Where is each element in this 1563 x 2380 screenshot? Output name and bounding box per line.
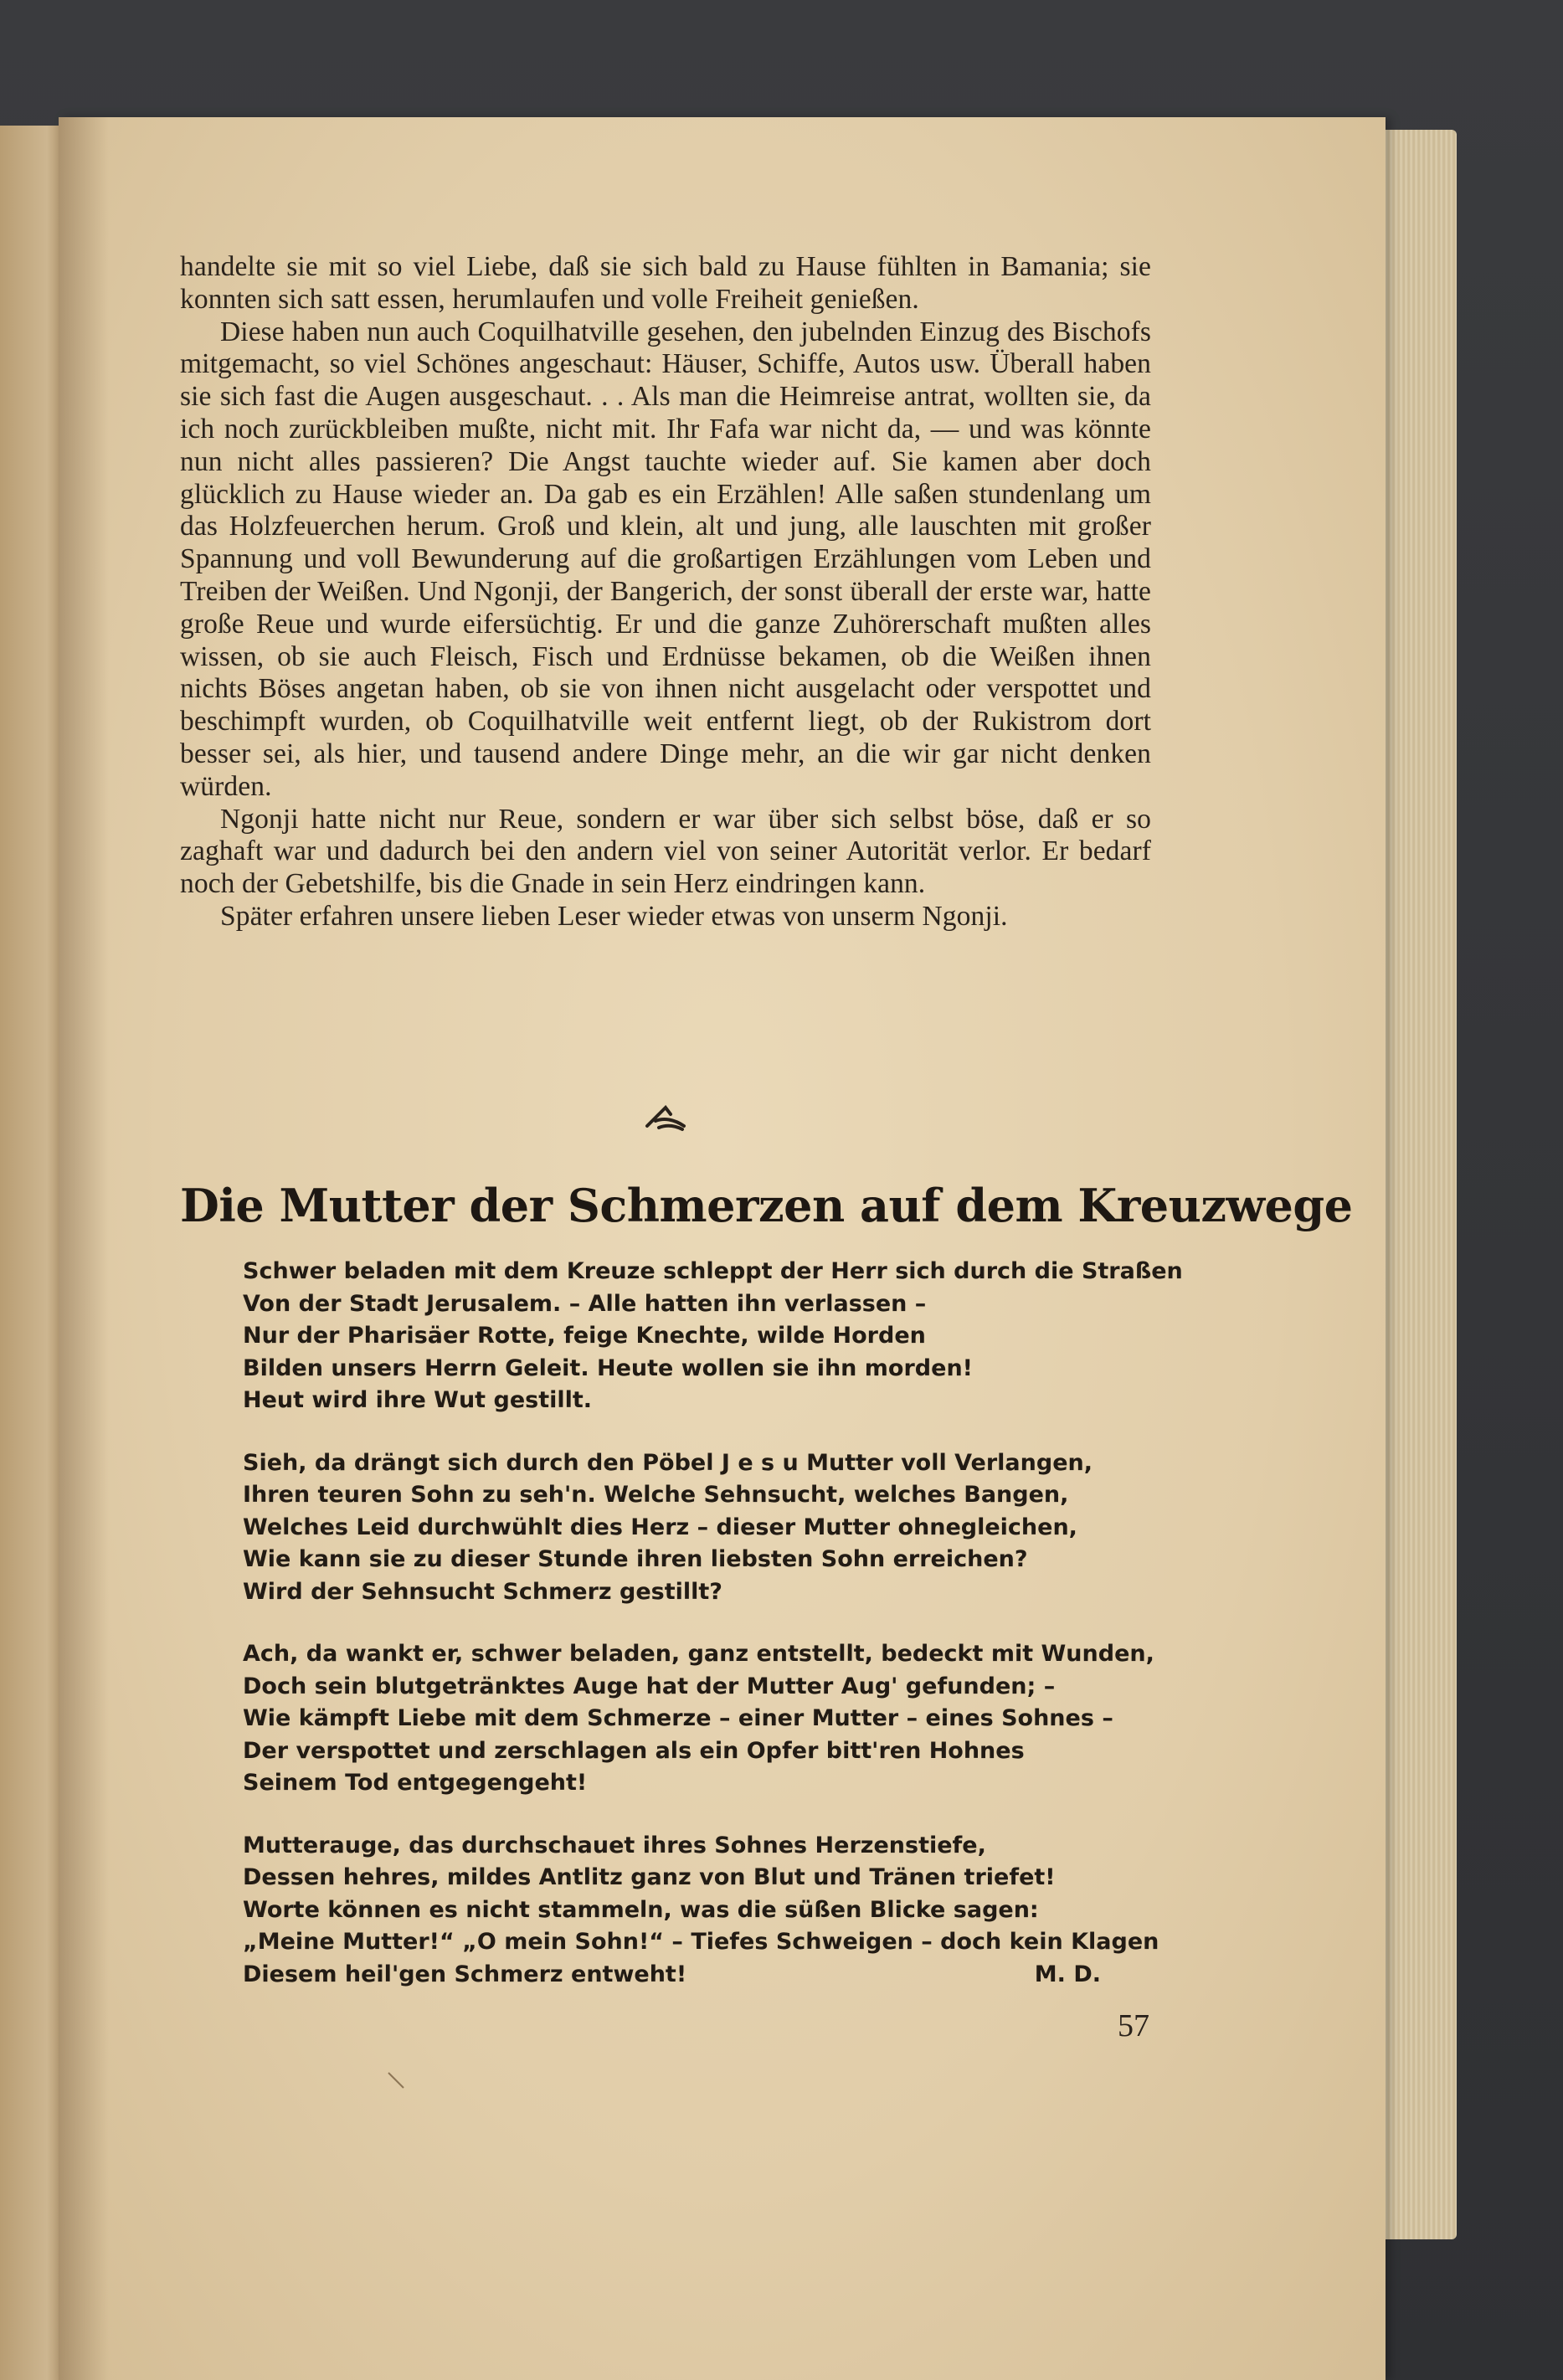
poem-line: Bilden unsers Herrn Geleit. Heute wollen sie ihn morden!: [243, 1354, 973, 1381]
poem-line: Welches Leid durchwühlt dies Herz – dieser Mutter ohnegleichen,: [243, 1514, 1077, 1540]
poem-line: Diesem heil'gen Schmerz entweht!: [243, 1961, 687, 1987]
poem-line: „Meine Mutter!“ „O mein Sohn!“ – Tiefes Schweigen – doch kein Klagen: [243, 1929, 1159, 1955]
poem-stanza: [243, 1638, 1154, 1800]
poem-line: Wie kämpft Liebe mit dem Schmerze – einer Mutter – eines Sohnes –: [243, 1705, 1113, 1731]
prose-paragraph: Diese haben nun auch Coquilhatville gesehen, den jubelnden Einzug des Bischofs mitgemacht, so viel Schönes angeschaut: Häuser, Schiffe, Autos usw. Überall haben sie sich fast die Augen ausgeschaut. . . Als man die Heimreise antrat, wollten sie, da ich noch zurückbleiben mußte, nicht mit. Ihr Fafa war nicht da, — und was könnte nun nicht alles passieren? Die Angst tauchte wieder auf. Sie kamen aber doch glücklich zu Hause wieder an. Da gab es ein Erzählen! Alle saßen stundenlang um das Holzfeuerchen herum. Groß und klein, alt und jung, alle lauschten mit großer Spannung und voll Bewunderung auf die großartigen Erzählungen vom Leben und Treiben der Weißen. Und Ngonji, der Bangerich, der sonst überall der erste war, hatte große Reue und wurde eifersüchtig. Er und die ganze Zuhörerschaft mußten alles wissen, ob sie auch Fleisch, Fisch und Erdnüsse bekamen, ob die Weißen ihnen nichts Böses angetan haben, ob sie von ihnen nicht ausgelacht oder verspottet und beschimpft wurden, ob Coquilhatville weit entfernt liegt, ob der Rukistrom dort besser sei, als hier, und tausend andere Dinge mehr, an die wir gar nicht denken würden.: [180, 316, 1151, 802]
poem-line: Ach, da wankt er, schwer beladen, ganz entstellt, bedeckt mit Wunden,: [243, 1641, 1154, 1667]
prose-paragraph: handelte sie mit so viel Liebe, daß sie sich bald zu Hause fühlten in Bamania; sie konnten sich satt essen, herumlaufen und volle Freiheit genießen.: [180, 251, 1151, 315]
poem-line: Von der Stadt Jerusalem. – Alle hatten ihn verlassen –: [243, 1290, 927, 1317]
poem-stanza: [243, 1256, 1183, 1417]
author-initials: M. D.: [1034, 1961, 1101, 1987]
prose-paragraph: Ngonji hatte nicht nur Reue, sondern er war über sich selbst böse, daß er so zaghaft war und dadurch bei den andern viel von seiner Autorität verlor. Er bedarf noch der Gebetshilfe, bis die Gnade in sein Herz eindringen kann.: [180, 803, 1151, 900]
section-divider-ornament: [640, 1101, 691, 1134]
poem-line: Heut wird ihre Wut gestillt.: [243, 1387, 593, 1413]
prose-paragraph: Später erfahren unsere lieben Leser wieder etwas von unserm Ngonji.: [220, 900, 1008, 932]
poem-title: Die Mutter der Schmerzen auf dem Kreuzwege: [180, 1179, 1353, 1232]
poem-line: Wie kann sie zu dieser Stunde ihren liebsten Sohn erreichen?: [243, 1546, 1028, 1572]
page-number: 57: [1118, 2008, 1149, 2043]
poem-last-line-row: [243, 1959, 1101, 1992]
poem-line: Seinem Tod entgegengeht!: [243, 1770, 588, 1796]
poem-stanza: [243, 1447, 1101, 1609]
poem-stanza: [243, 1830, 1159, 1992]
poem-line: Doch sein blutgetränktes Auge hat der Mutter Aug' gefunden; –: [243, 1673, 1056, 1699]
poem-line: Sieh, da drängt sich durch den Pöbel J e s u Mutter voll Verlangen,: [243, 1449, 1093, 1476]
paper-blemish: [385, 2068, 410, 2093]
poem-line: Nur der Pharisäer Rotte, feige Knechte, wilde Horden: [243, 1323, 926, 1349]
previous-page-edge: [0, 126, 67, 2380]
poem: [243, 1256, 1183, 2021]
poem-line: Worte können es nicht stammeln, was die süßen Blicke sagen:: [243, 1896, 1039, 1923]
poem-line: Ihren teuren Sohn zu seh'n. Welche Sehnsucht, welches Bangen,: [243, 1482, 1069, 1508]
gutter-shadow: [59, 117, 109, 2380]
poem-line: Schwer beladen mit dem Kreuze schleppt der Herr sich durch die Straßen: [243, 1258, 1183, 1284]
poem-line: Wird der Sehnsucht Schmerz gestillt?: [243, 1578, 722, 1605]
poem-line: Dessen hehres, mildes Antlitz ganz von Blut und Tränen triefet!: [243, 1864, 1056, 1890]
poem-line: Der verspottet und zerschlagen als ein Opfer bitt'ren Hohnes: [243, 1737, 1025, 1764]
prose-section: [180, 251, 1151, 933]
poem-line: Mutterauge, das durchschauet ihres Sohnes Herzenstiefe,: [243, 1832, 986, 1858]
